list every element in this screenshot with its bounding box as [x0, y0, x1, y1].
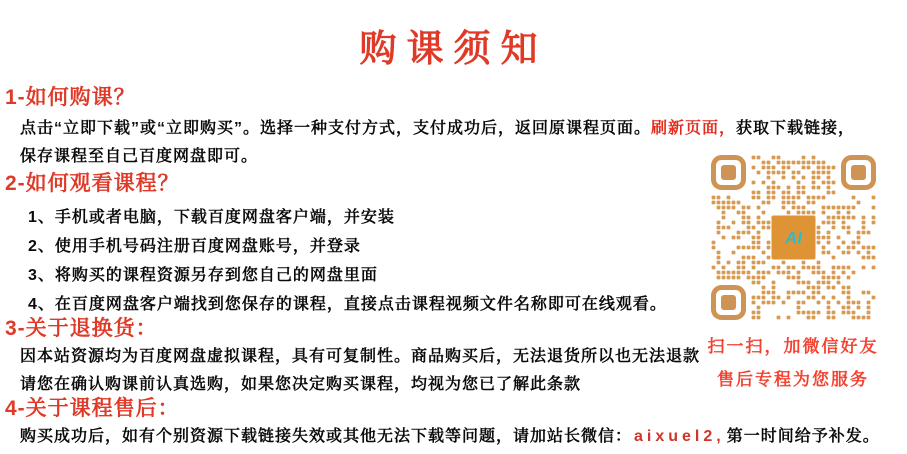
after-sale-line [0, 423, 900, 451]
section-how-to-watch [0, 170, 700, 319]
buy-instructions-line2: 保存课程至自己百度网盘即可。 [20, 148, 259, 165]
refresh-page-highlight: 刷新页面， [651, 120, 737, 137]
svg-text:AI: AI [784, 228, 802, 248]
watch-step-3: 3、将购买的课程资源另存到您自己的网盘里面 [28, 267, 378, 284]
qr-caption-service: 售后专程为您服务 [717, 370, 869, 389]
after-sale-end: 第一时间给予补发。 [726, 428, 880, 445]
refund-policy-line1: 因本站资源均为百度网盘虚拟课程，具有可复制性。商品购买后，无法退货所以也无法退款 [20, 348, 701, 365]
after-sale-start: 购买成功后，如有个别资源下载链接失效或其他无法下载等问题，请加站长微信： [20, 428, 633, 445]
wechat-id-highlight: aixuel2, [634, 428, 725, 445]
refund-policy-line2: 请您在确认购课前认真选购，如果您决定购买课程，均视为您已了解此条款 [20, 376, 582, 393]
watch-step-1: 1、手机或者电脑，下载百度网盘客户端，并安装 [28, 209, 395, 226]
watch-steps-list [0, 203, 700, 319]
buy-instructions-line1 [0, 115, 880, 143]
section-refund-policy [0, 315, 700, 399]
wechat-qr-code [700, 155, 886, 325]
section-after-sale [0, 395, 900, 451]
watch-step-2: 2、使用手机号码注册百度网盘账号，并登录 [28, 238, 361, 255]
wechat-qr-block [700, 155, 886, 391]
heading-after-sale: 4-关于课程售后： [5, 397, 180, 420]
heading-how-to-buy: 1-如何购课？ [5, 86, 136, 109]
qr-caption-scan: 扫一扫，加微信好友 [707, 337, 879, 356]
buy-line1-start: 点击“立即下载”或“立即购买”。选择一种支付方式，支付成功后，返回原课程页面。 [20, 120, 652, 137]
heading-refund-policy: 3-关于退换货： [5, 317, 158, 340]
page-title: 购课须知 [359, 28, 548, 69]
buy-line1-end: 获取下载链接， [736, 120, 856, 137]
watch-step-4: 4、在百度网盘客户端找到您保存的课程，直接点击课程视频文件名称即可在线观看。 [28, 296, 667, 313]
heading-how-to-watch: 2-如何观看课程？ [5, 172, 180, 195]
